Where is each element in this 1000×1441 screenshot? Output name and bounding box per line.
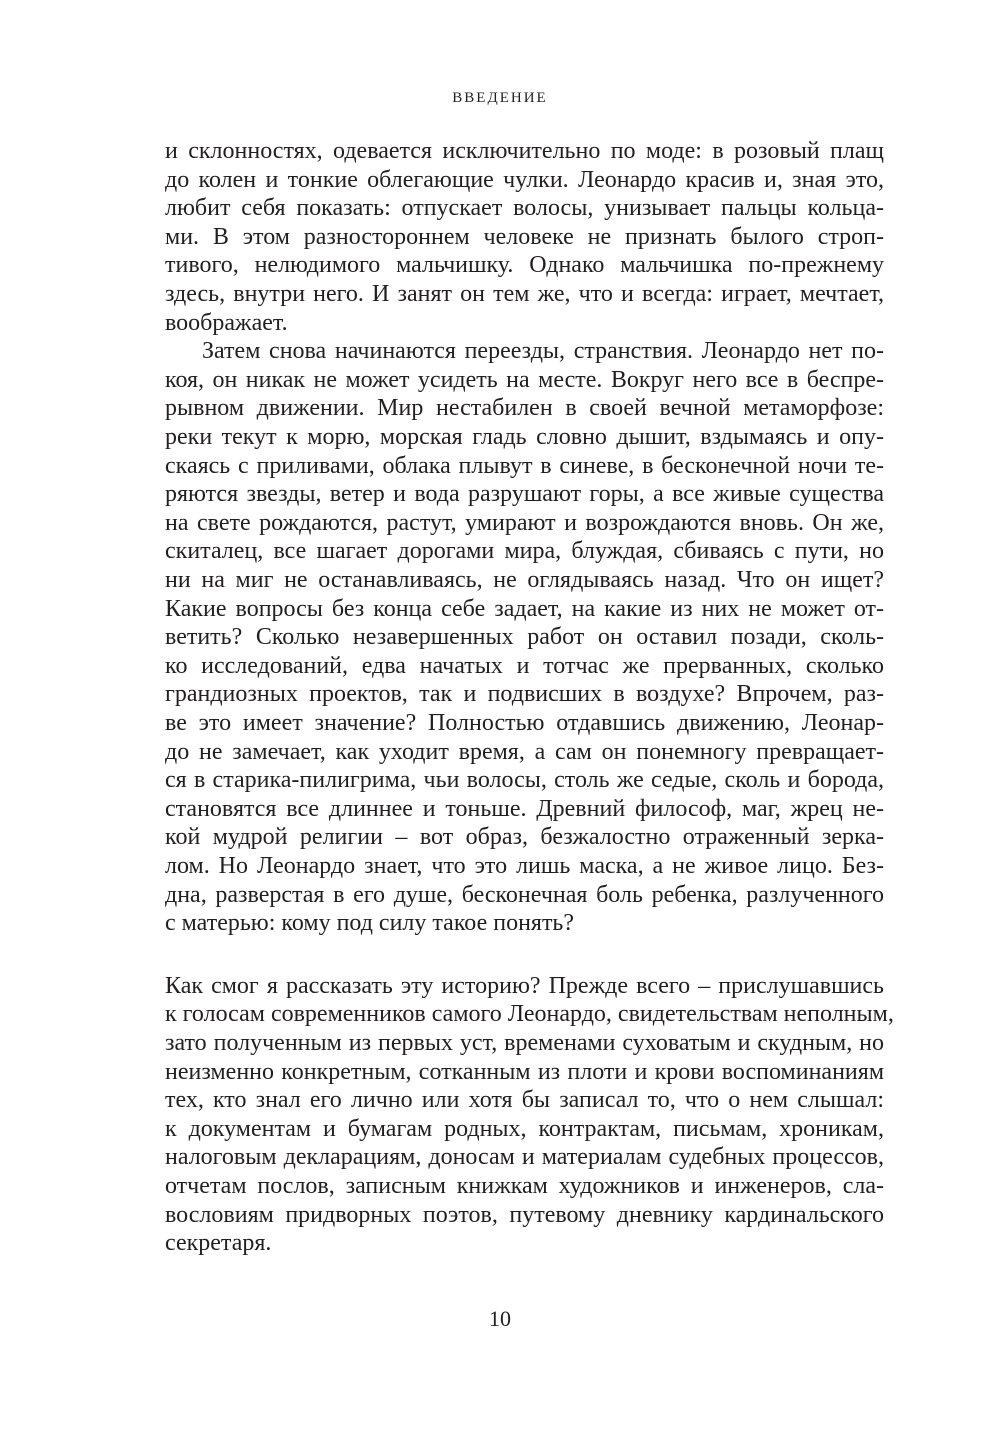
- page-number: 10: [489, 1306, 511, 1331]
- text-line: ветить? Сколько незавершенных работ он оставил позади, сколь-: [165, 624, 884, 651]
- text-line: ми. В этом разностороннем человеке не признать былого строп-: [165, 223, 884, 250]
- text-line: лом. Но Леонардо знает, что это лишь маска, а не живое лицо. Без-: [165, 853, 884, 879]
- text-line: скаясь с приливами, облака плывут в синеве, в бесконечной ночи те-: [165, 452, 884, 479]
- text-line: до не замечает, как уходит время, а сам он понемногу превращает-: [165, 738, 884, 765]
- text-line: ни на миг не останавливаясь, не оглядываясь назад. Что он ищет?: [165, 567, 884, 593]
- text-line: ряются звезды, ветер и вода разрушают горы, а все живые существа: [165, 481, 884, 508]
- text-line: ве это имеет значение? Полностью отдавшись движению, Леонар-: [165, 710, 884, 736]
- text-line: зато полученным из первых уст, временами суховатым и скудным, но: [165, 1030, 884, 1056]
- text-line: здесь, внутри него. И занят он тем же, что и всегда: играет, мечтает,: [165, 281, 884, 307]
- text-line: Как смог я рассказать эту историю? Прежде всего – прислушавшись: [165, 972, 884, 999]
- text-line: ся в старика-пилигрима, чьи волосы, столь же седые, сколь и борода,: [165, 767, 884, 794]
- text-line: неизменно конкретным, сотканным из плоти и крови воспоминаниям: [165, 1058, 884, 1085]
- text-line: дна, разверстая в его душе, бесконечная боль ребенка, разлученного: [165, 881, 884, 908]
- text-line: Затем снова начинаются переезды, странствия. Леонардо нет по-: [202, 338, 884, 365]
- text-line: и склонностях, одевается исключительно по моде: в розовый плащ: [165, 138, 884, 164]
- text-line: рывном движении. Мир нестабилен в своей вечной метаморфозе:: [165, 395, 884, 422]
- text-line: тивого, нелюдимого мальчишку. Однако мальчишка по-прежнему: [165, 252, 884, 279]
- text-line: вословиям придворных поэтов, путевому дневнику кардинальского: [165, 1201, 884, 1228]
- text-line: коя, он никак не может усидеть на месте. Вокруг него все в беспре-: [165, 366, 884, 393]
- text-line: тех, кто знал его лично или хотя бы записал то, что о нем слышал:: [165, 1087, 884, 1114]
- text-line: к голосам современников самого Леонардо, свидетельствам неполным,: [165, 1001, 894, 1028]
- text-line: любит себя показать: отпускает волосы, унизывает пальцы кольца-: [165, 195, 884, 222]
- text-line: с матерью: кому под силу такое понять?: [165, 910, 575, 937]
- text-line: отчетам послов, записным книжкам художников и инженеров, сла-: [165, 1173, 884, 1199]
- text-line: ко исследований, едва начатых и тотчас же прерванных, сколько: [165, 652, 884, 679]
- text-line: становятся все длиннее и тоньше. Древний философ, маг, жрец не-: [165, 795, 884, 822]
- text-line: к документам и бумагам родных, контрактам, письмам, хроникам,: [165, 1115, 884, 1142]
- text-line: Какие вопросы без конца себе задает, на какие из них не может от-: [165, 595, 884, 622]
- text-line: до колен и тонкие облегающие чулки. Леонардо красив и, зная это,: [165, 166, 884, 193]
- text-line: кой мудрой религии – вот образ, безжалостно отраженный зерка-: [165, 824, 884, 851]
- text-line: реки текут к морю, морская гладь словно дышит, вздымаясь и опу-: [165, 424, 884, 450]
- text-line: секретаря.: [165, 1230, 272, 1257]
- text-line: грандиозных проектов, так и подвисших в воздухе? Впрочем, раз-: [165, 681, 884, 708]
- text-line: воображает.: [165, 309, 288, 336]
- text-line: налоговым декларациям, доносам и материалам судебных процессов,: [165, 1144, 884, 1171]
- text-line: на свете рождаются, растут, умирают и возрождаются вновь. Он же,: [165, 509, 884, 536]
- running-head: ВВЕДЕНИЕ: [452, 90, 548, 106]
- text-line: скиталец, все шагает дорогами мира, блуждая, сбиваясь с пути, но: [165, 538, 884, 565]
